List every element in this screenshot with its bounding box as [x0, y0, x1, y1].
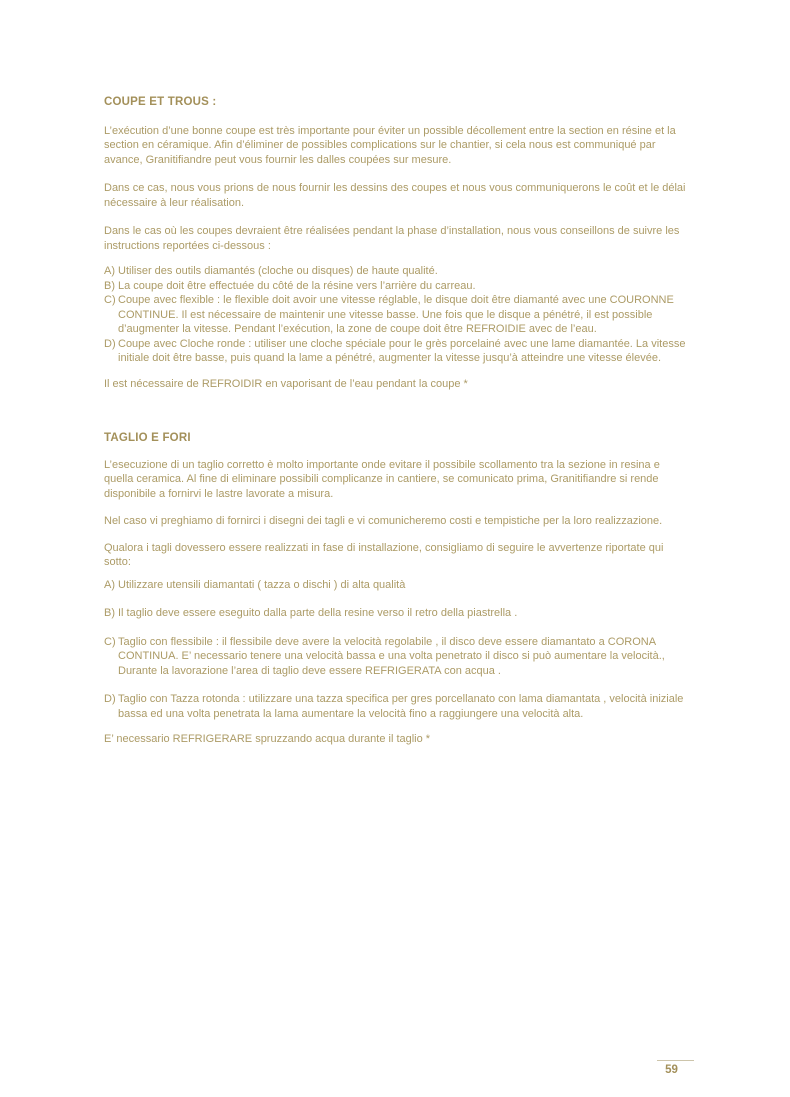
- italian-paragraph-3: Qualora i tagli dovessero essere realizzati in fase di installazione, consigliamo di seguire le avvertenze riportate qui sotto:: [104, 541, 664, 568]
- list-marker: C): [104, 635, 116, 648]
- list-item: [104, 337, 688, 366]
- page-content: [104, 95, 688, 747]
- footer-rule: [657, 1060, 694, 1061]
- list-text: La coupe doit être effectuée du côté de la résine vers l’arrière du carreau.: [118, 279, 476, 292]
- french-paragraph-2: Dans ce cas, nous vous prions de nous fournir les dessins des coupes et nous vous communiquerons le coût et le délai nécessaire à leur réalisation.: [104, 182, 686, 209]
- list-text: Il taglio deve essere eseguito dalla parte della resine verso il retro della piastrella .: [118, 607, 518, 619]
- section-italian: [104, 431, 688, 747]
- french-paragraph-3: Dans le cas où les coupes devraient être réalisées pendant la phase d’installation, nous vous conseillons de suivre les instructions reportées ci-dessous :: [104, 225, 680, 252]
- list-item: [104, 279, 688, 294]
- list-item: [104, 635, 688, 679]
- list-marker: D): [104, 693, 116, 705]
- list-text: Taglio con flessibile : il flessibile deve avere la velocità regolabile , il disco deve essere diamantato a CORONA CONTINUA. E’ necessario tenere una velocità bassa e una volta penetrato il disco si può aumentare la velocità., Durante la lavorazione l’area di taglio deve essere REFRIGERATA con acqua .: [118, 635, 665, 677]
- section-divider-gap: [104, 391, 688, 431]
- italian-paragraph-1: L’esecuzione di un taglio corretto è molto importante onde evitare il possibile scollamento tra la sezione in resina e quella ceramica. Al fine di eliminare possibili complicanze in cantiere, se comunicato prima, Granitifiandre si rende disponibile a fornirvi le lastre lavorate a misura.: [104, 458, 660, 500]
- list-text: Coupe avec Cloche ronde : utiliser une cloche spéciale pour le grès porcelainé avec une lame diamantée. La vitesse initiale doit être basse, puis quand la lame a pénétré, augmenter la vitesse jusqu’à atteindre une vitesse élevée.: [118, 337, 686, 364]
- list-marker: D): [104, 337, 116, 350]
- french-section-heading: COUPE ET TROUS :: [104, 96, 217, 108]
- list-marker: C): [104, 294, 116, 306]
- italian-section-heading: TAGLIO E FORI: [104, 432, 191, 444]
- list-item: [104, 293, 688, 337]
- list-marker: B): [104, 607, 115, 619]
- french-instruction-list: [104, 264, 688, 366]
- italian-cooling-note: E’ necessario REFRIGERARE spruzzando acqua durante il taglio *: [104, 733, 431, 745]
- french-paragraph-1: L’exécution d’une bonne coupe est très importante pour éviter un possible décollement entre la section en résine et la section en céramique. Afin d’éliminer de possibles complications sur le chantier, si cela nous est communiqué par avance, Granitifiandre peut vous fournir les dalles coupées sur mesure.: [104, 124, 676, 166]
- list-item: [104, 264, 688, 279]
- list-text: Taglio con Tazza rotonda : utilizzare una tazza specifica per gres porcellanato con lama diamantata , velocità iniziale bassa ed una volta penetrata la lama aumentare la velocità fino a raggiungere una velocità alta.: [118, 693, 684, 720]
- list-marker: A): [104, 265, 115, 277]
- list-item: [104, 606, 688, 621]
- french-cooling-note: Il est nécessaire de REFROIDIR en vaporisant de l’eau pendant la coupe *: [104, 377, 468, 390]
- list-marker: A): [104, 578, 115, 591]
- italian-instruction-list: [104, 578, 688, 722]
- italian-paragraph-2: Nel caso vi preghiamo di fornirci i disegni dei tagli e vi comunicheremo costi e tempistiche per la loro realizzazione.: [104, 515, 663, 527]
- list-item: [104, 692, 688, 721]
- section-french: [104, 95, 688, 391]
- list-text: Utilizzare utensili diamantati ( tazza o dischi ) di alta qualità: [118, 578, 406, 591]
- list-text: Coupe avec flexible : le flexible doit avoir une vitesse réglable, le disque doit être diamanté avec une COURONNE CONTINUE. Il est nécessaire de maintenir une vitesse basse. Une fois que le disque a pénétré, il est possible d’augmenter la vitesse. Pendant l’exécution, la zone de coupe doit être REFROIDIE avec de l’eau.: [118, 294, 674, 335]
- page-number: 59: [665, 1064, 678, 1076]
- list-marker: B): [104, 279, 115, 292]
- list-text: Utiliser des outils diamantés (cloche ou disques) de haute qualité.: [118, 265, 438, 277]
- list-item: [104, 578, 688, 593]
